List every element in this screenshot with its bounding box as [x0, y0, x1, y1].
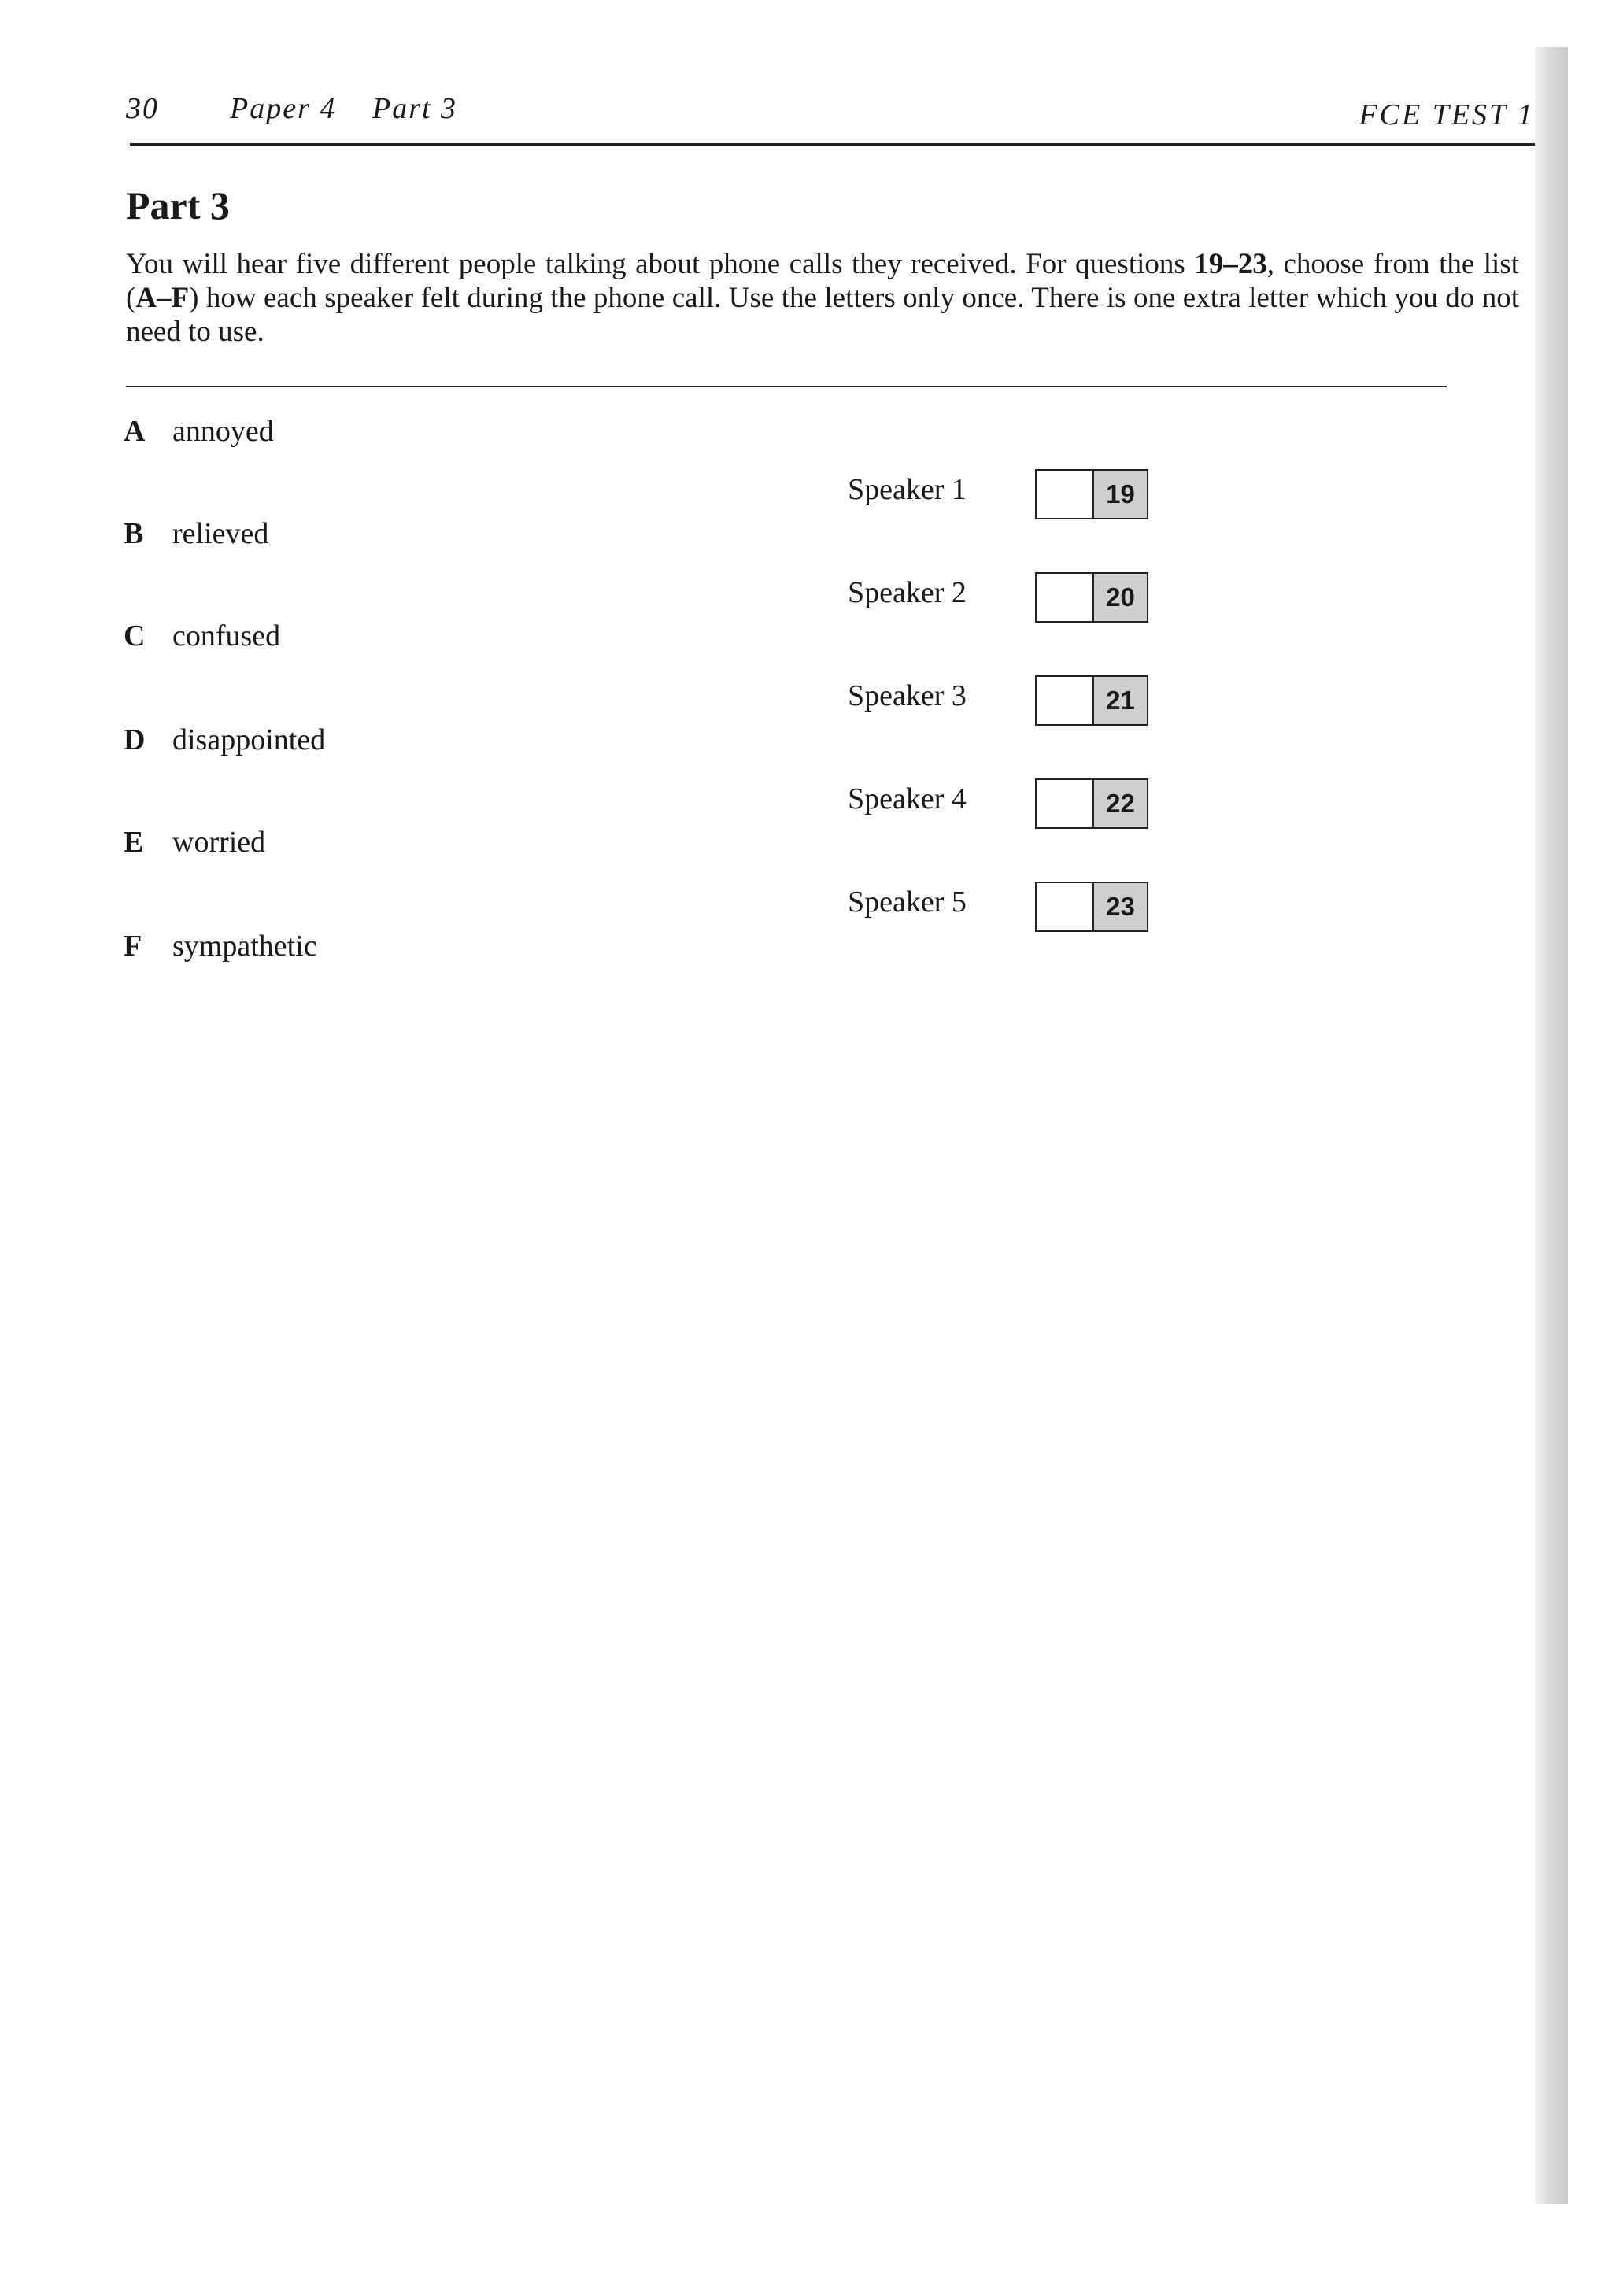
- option-text: annoyed: [172, 415, 274, 448]
- question-number: 22: [1094, 780, 1147, 827]
- speaker-label: Speaker 2: [848, 576, 967, 609]
- option-text: sympathetic: [172, 930, 317, 963]
- option-letter: B: [124, 517, 144, 550]
- answer-input[interactable]: [1037, 883, 1094, 930]
- instructions-text-2: , choose from the list (: [126, 248, 1519, 314]
- answer-box[interactable]: [1035, 469, 1148, 519]
- answer-box[interactable]: [1035, 572, 1148, 623]
- option-item: [124, 825, 265, 860]
- page-edge-shadow: [1535, 47, 1568, 2204]
- option-text: worried: [172, 826, 266, 859]
- question-number: 20: [1094, 574, 1147, 621]
- option-text: confused: [172, 619, 281, 653]
- header-divider: [130, 143, 1535, 146]
- answer-box[interactable]: [1035, 675, 1148, 726]
- option-letter: C: [124, 619, 146, 653]
- speaker-label: Speaker 1: [848, 473, 967, 506]
- option-text: disappointed: [172, 723, 326, 756]
- option-letter: A: [124, 415, 146, 448]
- answer-box[interactable]: [1035, 778, 1148, 829]
- option-letter: E: [124, 826, 144, 859]
- page-header: [126, 88, 1535, 147]
- question-number: 21: [1094, 677, 1147, 724]
- section-title: Part 3: [126, 183, 230, 227]
- option-item: [124, 619, 280, 653]
- page-number: 30: [126, 92, 159, 125]
- instructions-text-3: ) how each speaker felt during the phone call. Use the letters only once. There is one extra letter which you do not need to use.: [126, 282, 1519, 348]
- speaker-label: Speaker 4: [848, 782, 967, 815]
- option-text: relieved: [172, 517, 269, 550]
- instructions: [126, 247, 1519, 349]
- option-item: [124, 414, 274, 449]
- test-label: FCE TEST 1: [1359, 98, 1535, 131]
- paper-label: Paper 4: [230, 92, 337, 125]
- answer-input[interactable]: [1037, 780, 1094, 827]
- question-number: 23: [1094, 883, 1147, 930]
- option-item: [124, 516, 268, 551]
- answer-input[interactable]: [1037, 471, 1094, 518]
- option-letter: D: [124, 723, 146, 756]
- speaker-label: Speaker 3: [848, 679, 967, 712]
- question-range: 19–23: [1194, 248, 1267, 280]
- answer-box[interactable]: [1035, 882, 1148, 932]
- question-number: 19: [1094, 471, 1147, 518]
- option-item: [124, 723, 325, 757]
- part-label: Part 3: [372, 92, 458, 125]
- option-letter: F: [124, 930, 142, 963]
- speaker-label: Speaker 5: [848, 885, 967, 919]
- answer-input[interactable]: [1037, 574, 1094, 621]
- answer-input[interactable]: [1037, 677, 1094, 724]
- instructions-text-1: You will hear five different people talking about phone calls they received. For questions: [126, 248, 1195, 280]
- section-divider: [126, 386, 1447, 387]
- option-item: [124, 929, 317, 963]
- letter-range: A–F: [135, 282, 190, 314]
